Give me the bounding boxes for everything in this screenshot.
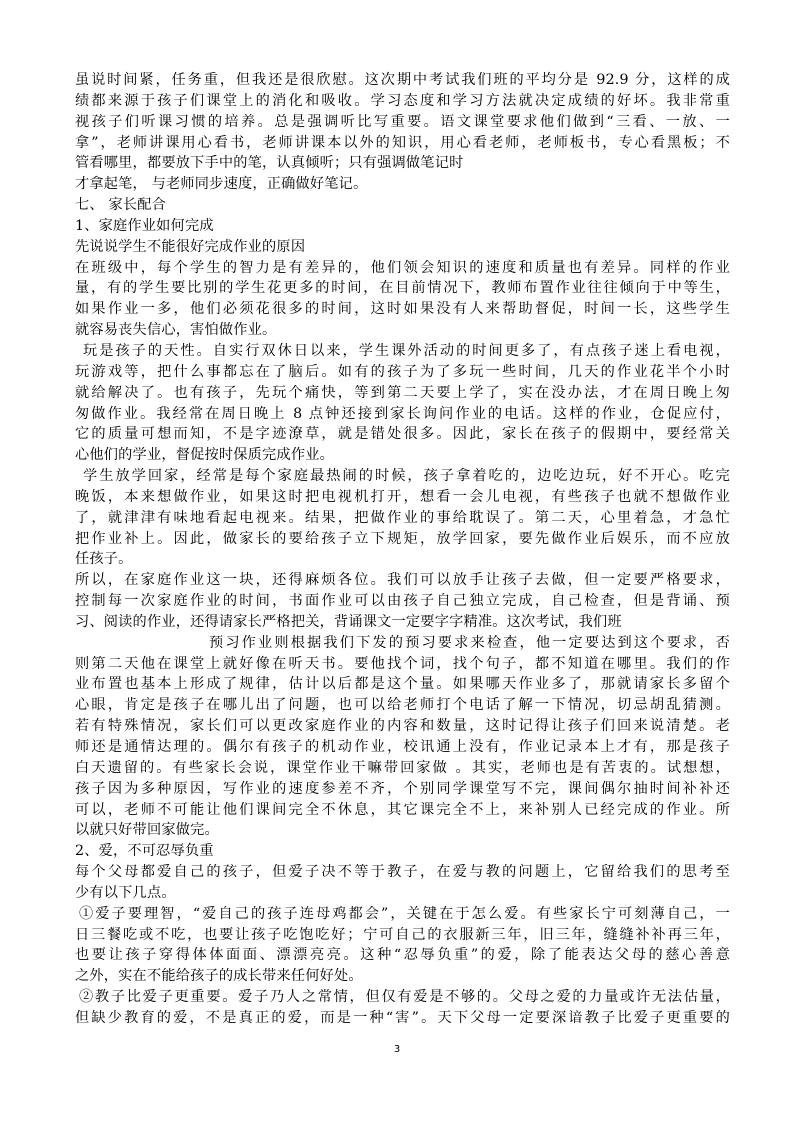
- text-line: ②教子比爱子更重要。爱子乃人之常情，但仅有爱是不够的。父母之爱的力量或许无法估量，: [79, 989, 730, 1006]
- text-line: 它的质量可想而知，不是字迹潦草，就是错处很多。因此，家长在孩子的假期中，要经常关: [75, 426, 730, 443]
- text-line: 了，就津津有味地看起电视来。结果，把做作业的事给耽误了。第二天，心里着急，才急忙: [75, 509, 730, 526]
- text-line: 孩子因为多种原因，写作业的速度参差不齐，个别同学课堂写不完，课间偶尔抽时间补补还: [75, 780, 730, 797]
- text-line: 量，有的学生要比别的学生花更多的时间，在目前情况下，教师布置作业往往倾向于中等生，: [75, 280, 730, 297]
- text-line: 晚饭，本来想做作业，如果这时把电视机打开，想看一会儿电视，有些孩子也就不想做作业: [75, 488, 730, 505]
- text-line: 预习作业则根据我们下发的预习要求来检查，他一定要达到这个要求，否: [209, 634, 730, 651]
- page-number: 3: [393, 1044, 401, 1055]
- text-line: 就容易丧失信心，害怕做作业。: [75, 322, 277, 339]
- text-line: 在班级中，每个学生的智力是有差异的，他们领会知识的速度和质量也有差异。同样的作业: [75, 259, 730, 276]
- subsection-heading: 2、爱，不可忍辱负重: [75, 843, 214, 860]
- text-line: 习、阅读的作业，还得请家长严格把关，背诵课文一定要字字精准。这次考试，我们班: [75, 613, 622, 630]
- text-line: 之外，实在不能给孩子的成长带来任何好处。: [75, 968, 363, 985]
- section-heading: 七、 家长配合: [75, 197, 167, 214]
- text-line: 控制每一次家庭作业的时间，书面作业可以由孩子自己独立完成，自己检查，但是背诵、预: [75, 593, 730, 610]
- text-line: 虽说时间紧，任务重，但我还是很欣慰。这次期中考试我们班的平均分是 92.9 分，这样的成: [75, 72, 730, 88]
- text-line: 少有以下几点。: [75, 884, 176, 901]
- text-line: 师还是通情达理的。偶尔有孩子的机动作业，校讯通上没有，作业记录本上才有，那是孩子: [75, 739, 730, 755]
- text-line: 绩都来源于孩子们课堂上的消化和吸收。学习态度和学习方法就决定成绩的好坏。我非常重: [75, 92, 730, 109]
- text-line: 匆做作业。我经常在周日晚上 8 点钟还接到家长询问作业的电话。这样的作业，仓促应付，: [75, 405, 730, 422]
- text-line: 但缺少教育的爱，不是真正的爱，而是一种“害”。天下父母一定要深谙教子比爱子更重要的: [75, 1009, 730, 1026]
- text-line: 心他们的学业，督促按时保质完成作业。: [75, 447, 334, 464]
- text-line: 如果作业一多，他们必须花很多的时间，这时如果没有人来帮助督促，时间一长，这些学生: [75, 301, 730, 318]
- text-line: 学生放学回家，经常是每个家庭最热闹的时候，孩子拿着吃的，边吃边玩，好不开心。吃完: [83, 468, 730, 485]
- text-line: 任孩子。: [75, 551, 133, 568]
- text-line: 先说说学生不能很好完成作业的原因: [75, 238, 306, 255]
- text-line: 玩是孩子的天性。自实行双休日以来，学生课外活动的时间更多了，有点孩子迷上看电视，: [83, 342, 730, 359]
- text-line: 每个父母都爱自己的孩子，但爱子决不等于教子，在爱与教的问题上，它留给我们的思考至: [75, 864, 730, 881]
- text-line: 也要让孩子穿得体体面面、漂漂亮亮。这种“忍辱负重”的爱，除了能表达父母的慈心善意: [75, 947, 730, 964]
- text-line: ①爱子要理智，“爱自己的孩子连母鸡都会”，关键在于怎么爱。有些家长宁可刻薄自己，一: [79, 905, 730, 922]
- text-line: 就给解决了。也有孩子，先玩个痛快，等到第二天要上学了，实在没办法，才在周日晚上匆: [75, 384, 730, 401]
- text-line: 以就只好带回家做完。: [75, 822, 219, 839]
- text-line: 若有特殊情况，家长们可以更改家庭作业的内容和数量，这时记得让孩子们回来说清楚。老: [75, 718, 730, 735]
- text-line: 所以，在家庭作业这一块，还得麻烦各位。我们可以放手让孩子去做，但一定要严格要求，: [75, 572, 730, 589]
- text-line: 玩游戏等，把什么事都忘在了脑后。如有的孩子为了多玩一些时间，几天的作业花半个小时: [75, 363, 730, 380]
- text-line: 心眼，肯定是孩子在哪儿出了问题，也可以给老师打个电话了解一下情况，切忌胡乱猜测。: [75, 697, 730, 714]
- text-line: 白天遗留的。有些家长会说，课堂作业干嘛带回家做 。其实，老师也是有苦衷的。试想想，: [75, 759, 730, 776]
- text-line: 把作业补上。因此，做家长的要给孩子立下规矩，放学回家，要先做作业后娱乐，而不应放: [75, 530, 730, 547]
- text-line: 则第二天他在课堂上就好像在听天书。要他找个词，找个句子，都不知道在哪里。我们的作: [75, 655, 730, 672]
- subsection-heading: 1、家庭作业如何完成: [75, 217, 214, 234]
- text-line: 视孩子们听课习惯的培养。总是强调听比写重要。语文课堂要求他们做到“三看、一放、一: [75, 113, 730, 130]
- text-line: 可以，老师不可能让他们课间完全不休息，其它课完全不上，来补别人已经完成的作业。所: [75, 801, 730, 818]
- text-line: 日三餐吃或不吃，也要让孩子吃饱吃好；宁可自己的衣服新三年，旧三年，缝缝补补再三年，: [75, 926, 730, 943]
- text-line: 拿”，老师讲课用心看书，老师讲课本以外的知识，用心看老师，老师板书，专心看黑板；不: [75, 134, 730, 151]
- text-line: 业布置也基本上形成了规律，估计以后都是这个量。如果哪天作业多了，那就请家长多留个: [75, 676, 730, 693]
- text-line: 管看哪里，都要放下手中的笔，认真倾听；只有强调做笔记时: [75, 155, 464, 172]
- text-line: 才拿起笔， 与老师同步速度，正确做好笔记。: [75, 176, 368, 193]
- document-body: [75, 70, 730, 1029]
